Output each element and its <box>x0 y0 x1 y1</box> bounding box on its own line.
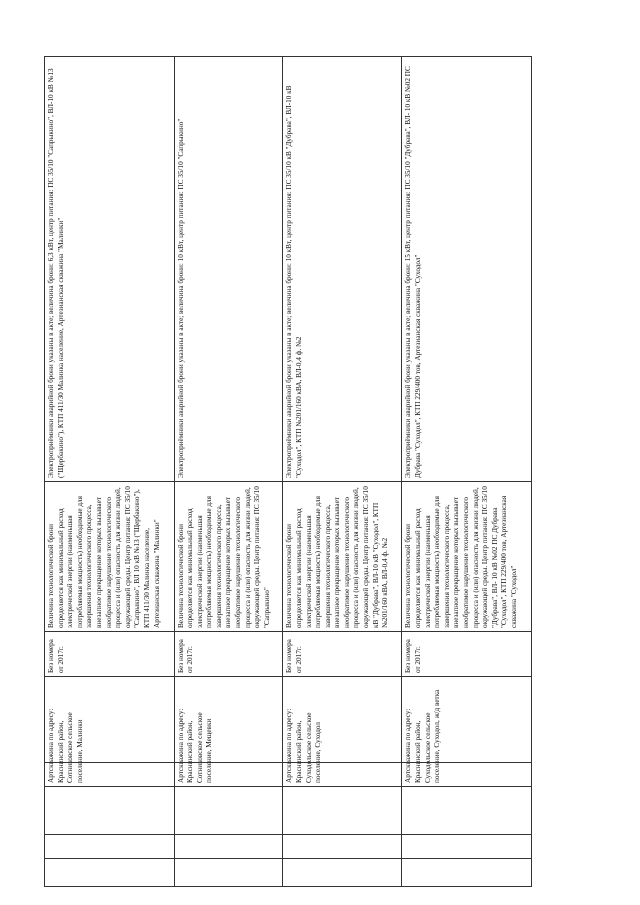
object-cell: Артскважина по адресу: Краснинский район, Сотниковское сельское поселение, Мещевки <box>174 677 283 787</box>
number-cell: Без номера от 2017г. <box>402 632 532 677</box>
tech-reserve-cell: Величина технологической брони определяется как минимальный расход электрической энергии (наименьшая потребляемая мощность) необходимые для завершения технологического процесса, внезапное прекращение которых вызывает необратимое нарушение технологического процесса и (или) опасность для жизни людей, окружающей среды. Центр питания: ПС 35/10 "Сапрыкино" <box>174 482 283 632</box>
blank-cell <box>174 787 283 887</box>
number-cell: Без номера от 2017г. <box>283 632 402 677</box>
blank-cell <box>283 787 402 887</box>
horizontal-rule <box>45 858 532 859</box>
number-cell: Без номера от 2017г. <box>174 632 283 677</box>
object-cell: Артскважина по адресу: Краснинский район, Суходольское сельское поселение, Суходол, ж/д ветка <box>402 677 532 787</box>
emergency-reserve-cell: Электроприёмники аварийной брони указаны в акте; величина брони: 6,3 кВт, центр питания: ПС 35/10 "Сапрыкино", ВЛ-10 кВ №13 ("Щербакино"), КТП 411/30 Малинка население, Артезианская скважина "Малинки" <box>45 57 175 482</box>
emergency-reserve-cell: Электроприёмники аварийной брони указаны в акте; величина брони: 10 кВт, центр питания: ПС 35/10 кВ "Дубрава", ВЛ-10 кВ "Суходол", КТП №201/160 кВА, ВЛ-0,4 ф. №2 <box>283 57 402 482</box>
tech-reserve-cell: Величина технологической брони определяется как минимальный расход электрической энергии (наименьшая потребляемая мощность) необходимые для завершения технологического процесса, внезапное прекращение которых вызывает необратимое нарушение технологического процесса и (или) опасность для жизни людей, окружающей среды. Центр питания: ПС 35/10 "Дубрава", ВЛ- 10 кВ №02 ПС Дубрава "Суходол", КТП 229/400 тов, Артезианская скважина "Суходол" <box>402 482 532 632</box>
horizontal-rule <box>45 762 532 763</box>
tech-reserve-cell: Величина технологической брони определяется как минимальный расход электрической энергии (наименьшая потребляемая мощность) необходимые для завершения технологического процесса, внезапное прекращение которых вызывает необратимое нарушение технологического процесса и (или) опасность для жизни людей, окружающей среды. Центр питания: ПС 35/10 кВ "Дубрава", ВЛ-10 кВ "Суходол", КТП №201/160 кВА, ВЛ-0,4 ф. №2 <box>283 482 402 632</box>
blank-cell <box>402 787 532 887</box>
object-cell: Артскважина по адресу: Краснинский район, Сотниковское сельское поселение, Малинки <box>45 677 175 787</box>
blank-cell <box>45 787 175 887</box>
object-cell: Артскважина по адресу: Краснинский район, Суходольское сельское поселение, Суходол <box>283 677 402 787</box>
emergency-reserve-cell: Электроприёмники аварийной брони указаны в акте; величина брони: 15 кВт, центр питания: ПС 35/10 "Дубрава", ВЛ- 10 кВ №02 ПС Дубрава "Суходол", КТП 229/400 тов, Артезианская скважина "Суходол" <box>402 57 532 482</box>
number-cell: Без номера от 2017г. <box>45 632 175 677</box>
emergency-reserve-cell: Электроприёмники аварийной брони указаны в акте; величина брони: 10 кВт, центр питания: ПС 35/10 "Сапрыкино" <box>174 57 283 482</box>
tech-reserve-cell: Величина технологической брони определяется как минимальный расход электрической энергии (наименьшая потребляемая мощность) необходимые для завершения технологического процесса, внезапное прекращение которых вызывает необратимое нарушение технологического процесса и (или) опасность для жизни людей, окружающей среды. Центр питания: ПС 35/10 "Сапрыкино", ВЛ 10 кВ №13 ("Щербакино"), КТП 411/30 Малинка население, Артезианская скважина "Малинки" <box>45 482 175 632</box>
horizontal-rule <box>45 834 532 835</box>
